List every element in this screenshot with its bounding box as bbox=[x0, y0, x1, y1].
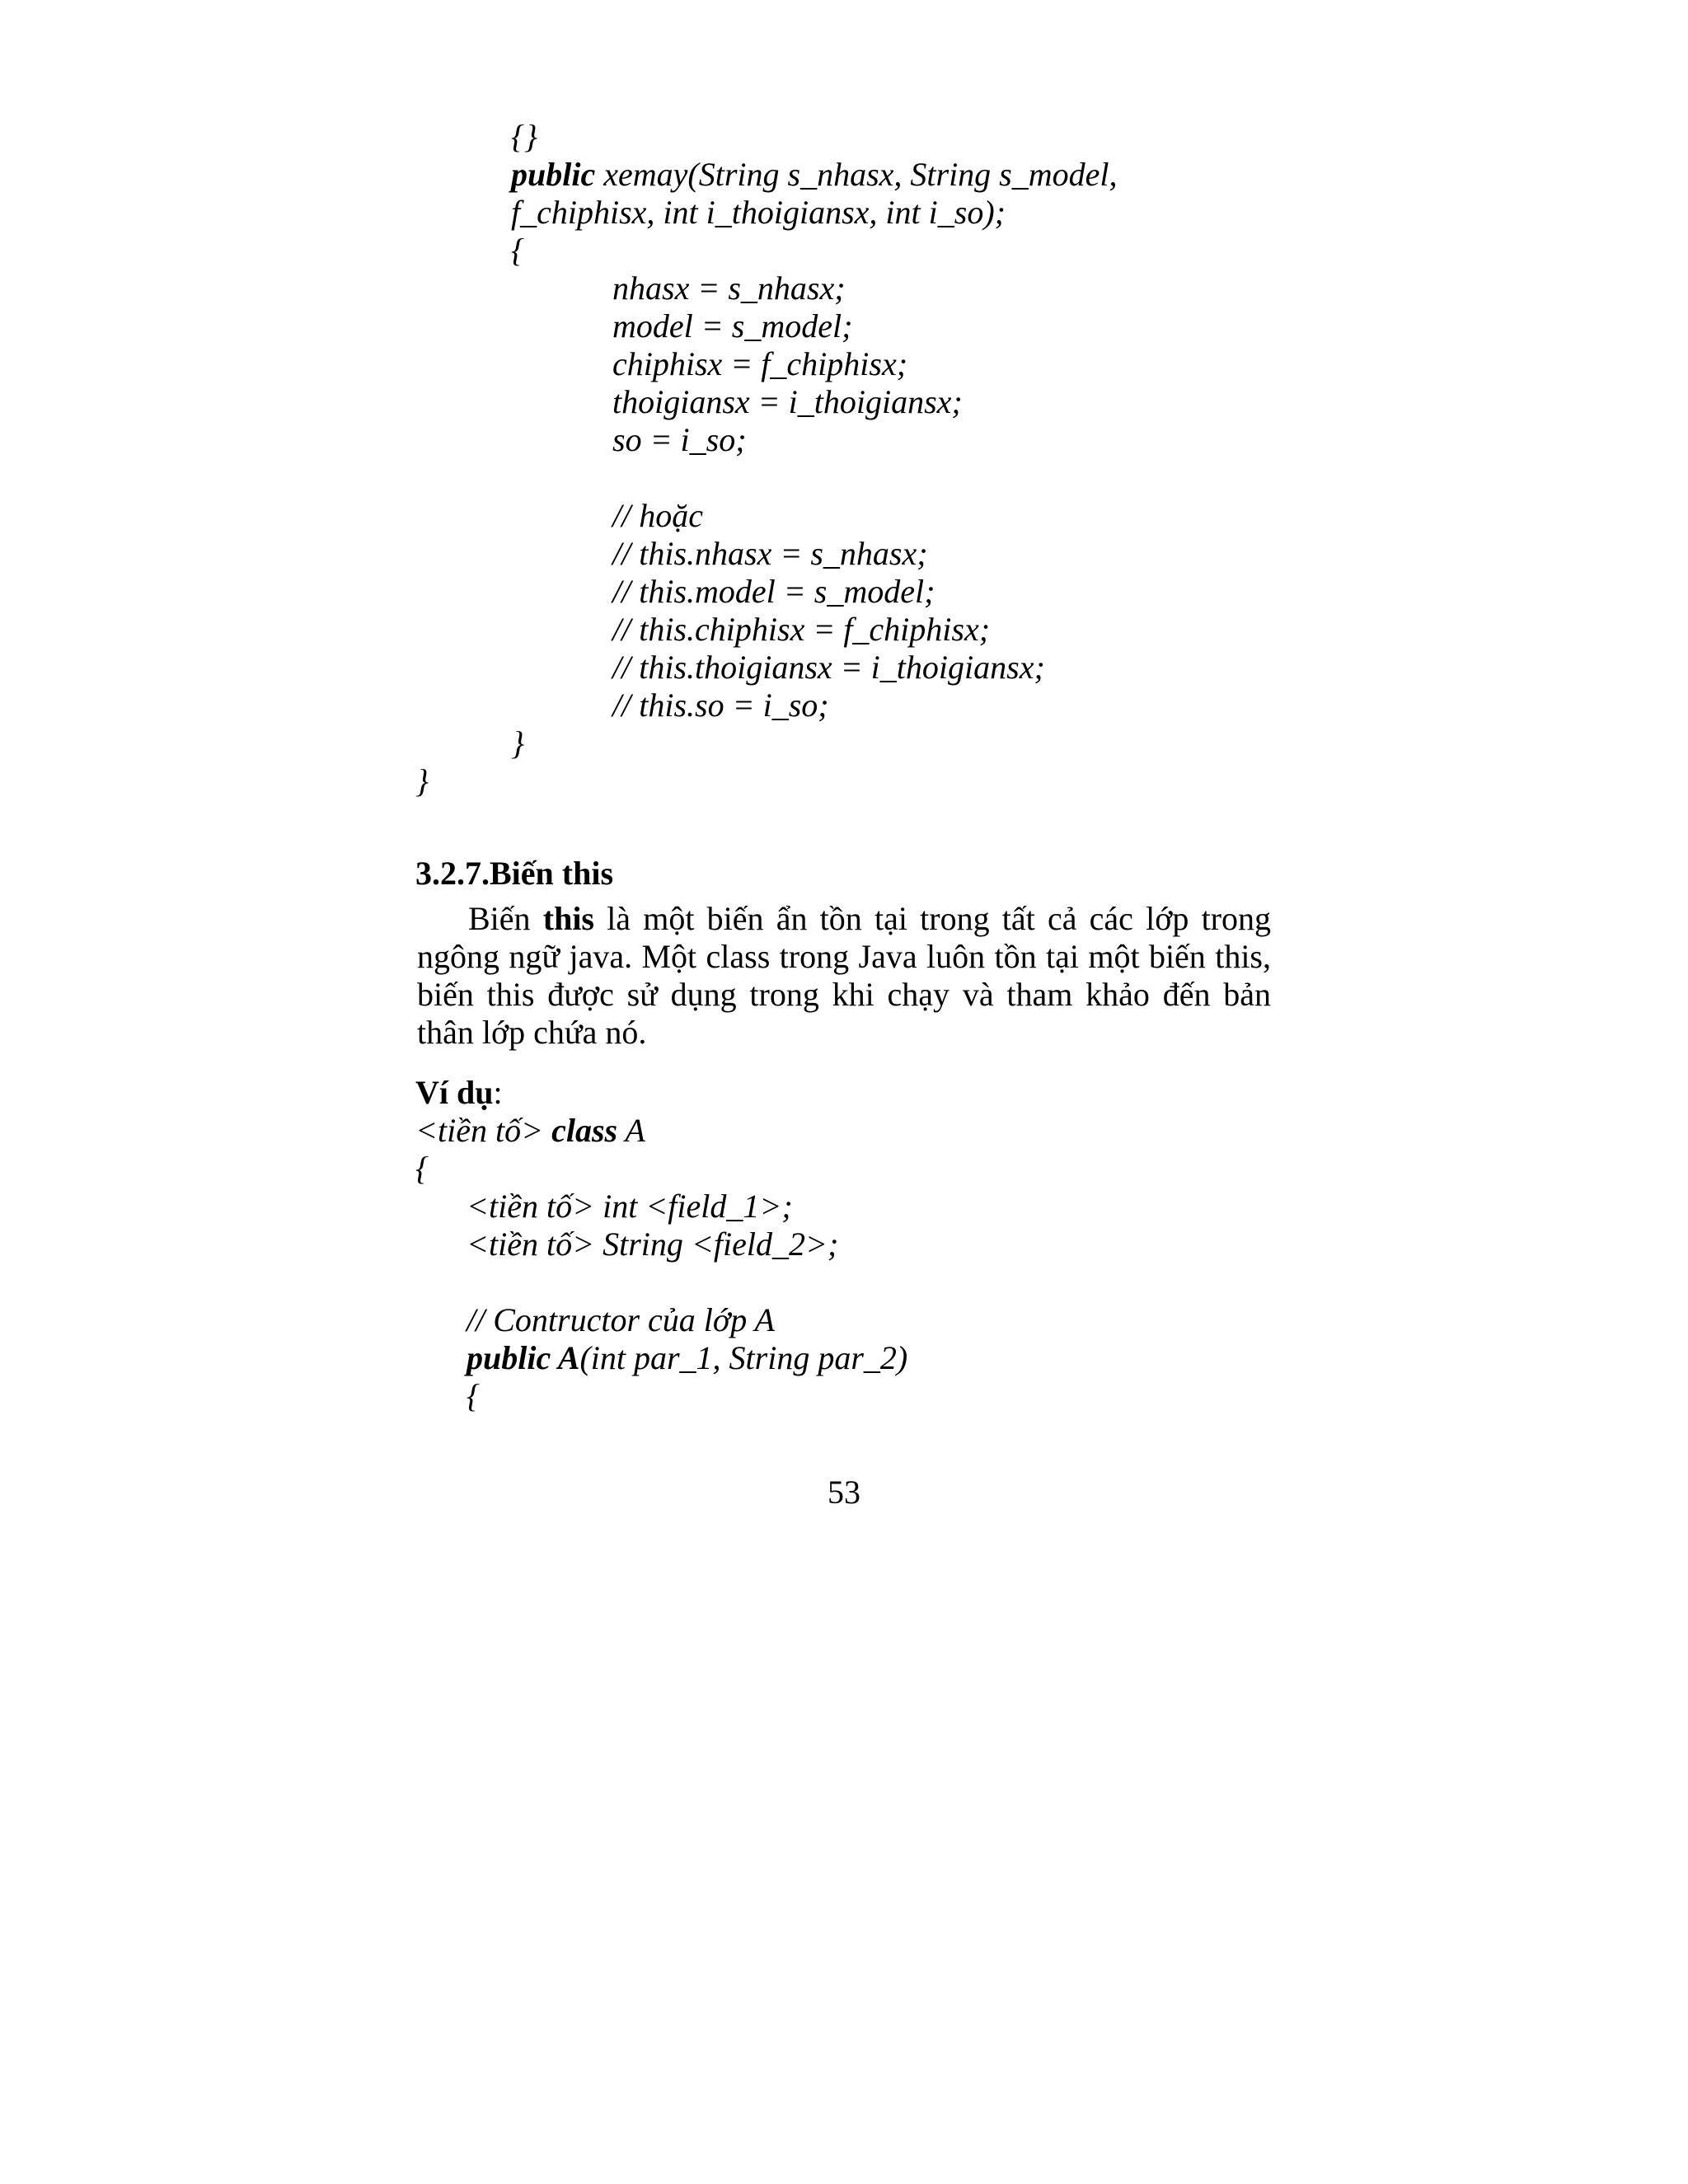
code-comment: // this.chiphisx = f_chiphisx; bbox=[612, 611, 991, 648]
code-line bbox=[511, 156, 1118, 194]
code-comment: // Contructor của lớp A bbox=[467, 1301, 775, 1338]
code-comment: // this.so = i_so; bbox=[612, 687, 829, 724]
code-comment: // this.nhasx = s_nhasx; bbox=[612, 535, 928, 572]
code-text: (int par_1, String par_2) bbox=[579, 1339, 908, 1376]
code-line: { bbox=[467, 1377, 480, 1414]
code-line: thoigiansx = i_thoigiansx; bbox=[612, 383, 963, 420]
code-line: { bbox=[511, 232, 524, 269]
code-class-name: A bbox=[551, 1339, 580, 1376]
code-line: } bbox=[511, 724, 524, 762]
code-line bbox=[415, 1112, 645, 1150]
code-line: } bbox=[415, 762, 429, 799]
keyword-public: public bbox=[511, 156, 596, 193]
paragraph-text: là một biến ẩn tồn tại trong tất cả các lớp trong ngông ngữ java. Một class trong Java luôn tồn tại một biến this, biến this được sử dụng trong khi chạy và tham khảo đến bản thân lớp chứa nó. bbox=[417, 900, 1271, 1051]
code-line: model = s_model; bbox=[612, 307, 853, 344]
section-paragraph bbox=[417, 900, 1271, 1052]
keyword-public: public bbox=[467, 1339, 551, 1376]
code-line: <tiền tố> String <field_2>; bbox=[467, 1226, 839, 1263]
keyword-class: class bbox=[551, 1112, 618, 1149]
section-heading: 3.2.7.Biến this bbox=[415, 855, 614, 892]
code-comment: // this.model = s_model; bbox=[612, 573, 935, 610]
code-line: so = i_so; bbox=[612, 421, 747, 458]
example-label: Ví dụ bbox=[415, 1074, 494, 1111]
code-text: <tiền tố> bbox=[415, 1112, 552, 1149]
code-line: f_chiphisx, int i_thoigiansx, int i_so); bbox=[511, 194, 1006, 231]
example-label-line bbox=[415, 1074, 503, 1112]
code-line: chiphisx = f_chiphisx; bbox=[612, 345, 908, 382]
code-text: A bbox=[617, 1112, 645, 1149]
paragraph-bold-term: this bbox=[542, 900, 594, 937]
code-comment: // hoặc bbox=[612, 497, 703, 534]
code-line: {} bbox=[511, 118, 537, 155]
code-text: xemay(String s_nhasx, String s_model, bbox=[595, 156, 1118, 193]
code-line: <tiền tố> int <field_1>; bbox=[467, 1188, 793, 1225]
code-line: { bbox=[415, 1150, 429, 1187]
code-comment: // this.thoigiansx = i_thoigiansx; bbox=[612, 649, 1045, 686]
code-line bbox=[467, 1339, 907, 1377]
paragraph-text: Biến bbox=[468, 900, 543, 937]
code-line: nhasx = s_nhasx; bbox=[612, 269, 846, 307]
page-number: 53 bbox=[828, 1474, 860, 1511]
example-colon: : bbox=[493, 1074, 503, 1111]
